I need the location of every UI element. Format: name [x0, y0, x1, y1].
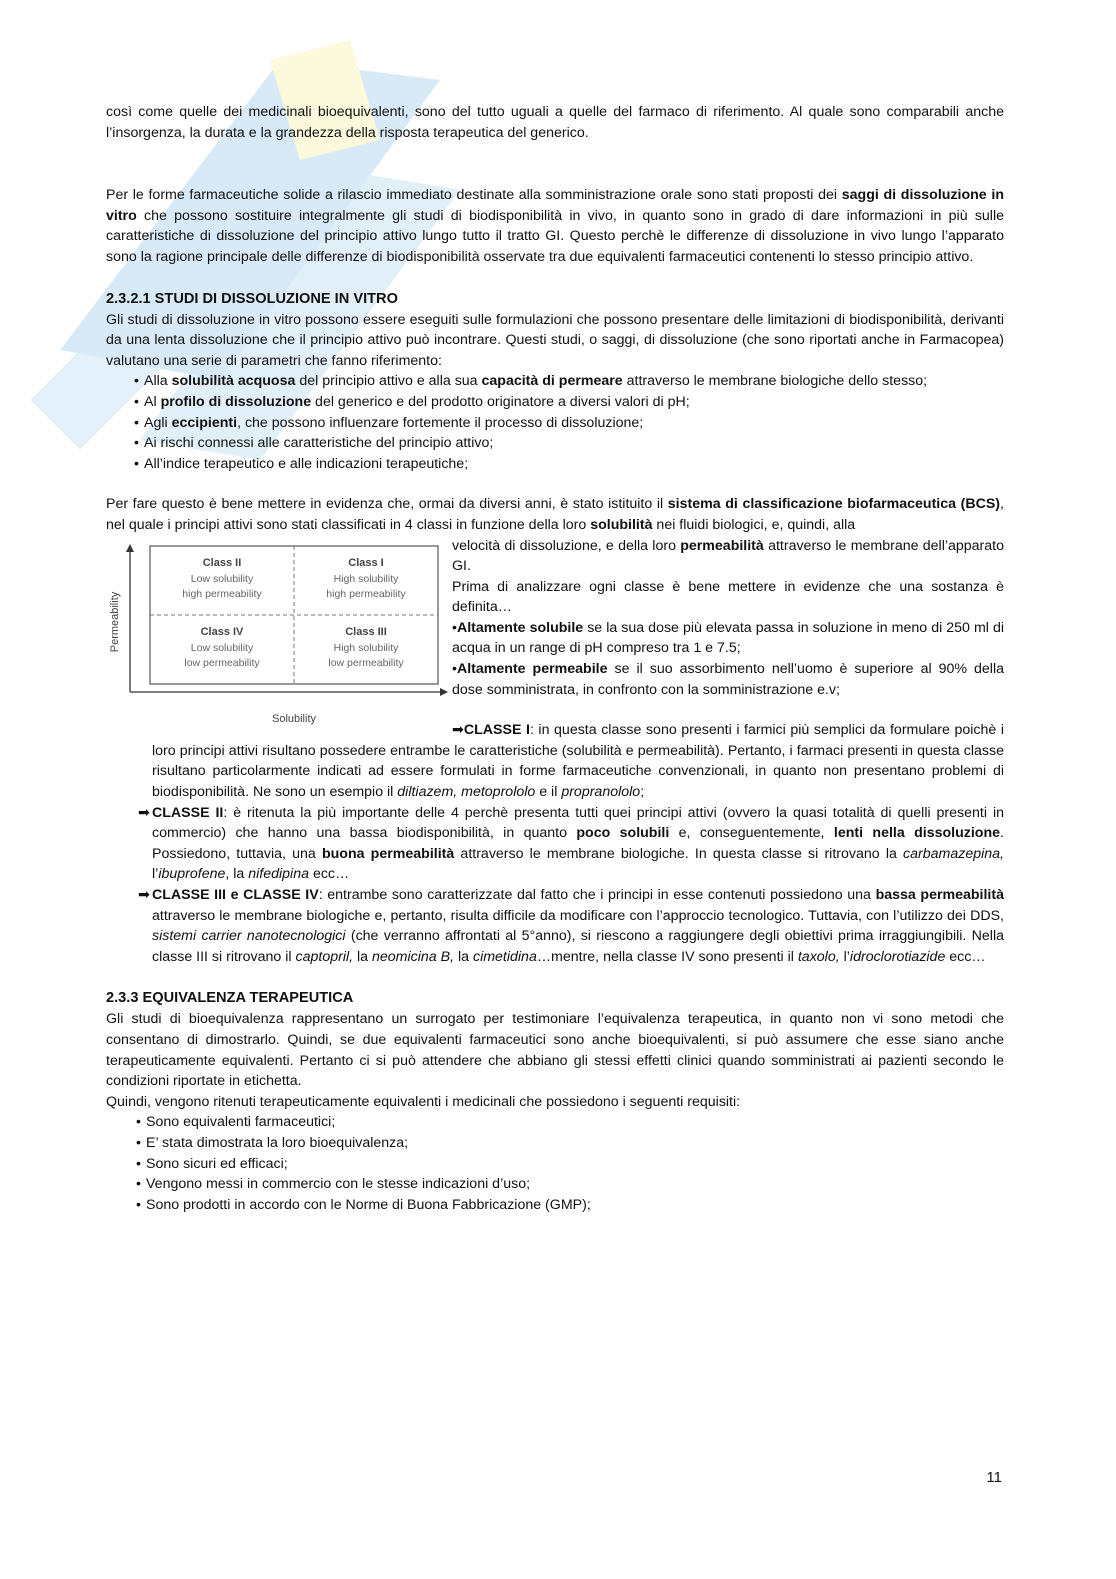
side-paragraph: •Altamente permeabile se il suo assorbimento nell’uomo è superiore al 90% della dose somministrata, in confronto con la somministrazione e.v;: [452, 661, 1004, 698]
list-item: • Ai rischi connessi alle caratteristiche del principio attivo;: [134, 433, 1004, 454]
list-item: • All’indice terapeutico e alle indicazioni terapeutiche;: [134, 454, 1004, 475]
bcs-paragraph: Per fare questo è bene mettere in evidenza che, ormai da diversi anni, è stato istituito il sistema di classificazione biofarmaceutica (BCS), nel quale i principi attivi sono stati classificati in 4 classi in funzione della loro solubilità nei fluidi biologici, e, quindi, alla: [106, 496, 1004, 533]
parameters-list: [106, 371, 1004, 474]
intro-paragraph: così come quelle dei medicinali bioequivalenti, sono del tutto uguali a quelle del farmaco di riferimento. Al quale sono comparabili anche l’insorgenza, la durata e la grandezza della risposta terapeutica del generico.: [106, 104, 1004, 141]
bcs-figure: [106, 542, 452, 728]
side-paragraph: velocità di dissoluzione, e della loro permeabilità attraverso le membrane dell’apparato GI.: [452, 537, 1005, 575]
cell-title: Class I: [348, 556, 384, 569]
section-paragraph: Gli studi di bioequivalenza rappresentano un surrogato per testimoniare l’equivalenza terapeutica, in quanto non vi sono metodi che consentano di dimostrarlo. Quindi, se due equivalenti farmaceutici sono anche bioequivalenti, si può assumere che esse siano anche terapeuticamente equivalenti. Pertanto ci si può attendere che abbiano gli stessi effetti clinici quando somministrati ai pazienti secondo le condizioni riportate in etichetta.: [106, 1011, 1004, 1090]
list-item: • Agli eccipienti, che possono influenzare fortemente il processo di dissoluzione;: [134, 413, 1004, 434]
requirements-list: [106, 1112, 1004, 1215]
x-axis-label: Solubility: [271, 712, 317, 725]
list-item: • Sono equivalenti farmaceutici;: [136, 1112, 1004, 1133]
cell-line: low permeability: [328, 656, 404, 669]
page-number: 11: [986, 1469, 1002, 1486]
section-heading-equivalence: 2.3.3 EQUIVALENZA TERAPEUTICA: [106, 990, 354, 1007]
bcs-side-text: [452, 536, 1004, 721]
cell-line: High solubility: [333, 641, 399, 654]
cell-line: High solubility: [333, 572, 399, 585]
list-item: • Alla solubilità acquosa del principio attivo e alla sua capacità di permeare attraverso le membrane biologiche dello stesso;: [134, 371, 1004, 392]
list-item: • E’ stata dimostrata la loro bioequivalenza;: [136, 1133, 1004, 1154]
list-item: • Vengono messi in commercio con le stesse indicazioni d’uso;: [136, 1174, 1004, 1195]
cell-line: high permeability: [326, 587, 406, 600]
y-axis-label: Permeability: [109, 591, 121, 652]
cell-line: Low solubility: [190, 641, 254, 654]
side-paragraph: Prima di analizzare ogni classe è bene mettere in evidenze che una sostanza è definita…: [452, 578, 1004, 616]
class-two-item: ➡ CLASSE II: è ritenuta la più importante delle 4 perchè presenta tutti quei principi attivi (ovvero la quasi totalità di quelli presenti in commercio) che hanno una bassa biodisponibilità, in quanto poco solubili e, conseguentemente, lenti nella dissoluzione. Possiedono, tuttavia, una buona permeabilità attraverso le membrane biologiche. In questa classe si ritrovano la carbamazepina, l’ibuprofene, la nifedipina ecc…: [138, 804, 1004, 883]
cell-title: Class IV: [200, 625, 244, 638]
list-item: • Sono prodotti in accordo con le Norme di Buona Fabbricazione (GMP);: [136, 1195, 1004, 1216]
intro-paragraph-dissolution: Per le forme farmaceutiche solide a rilascio immediato destinate alla somministrazione orale sono stati proposti dei saggi di dissoluzione in vitro che possono sostituire integralmente gli studi di biodisponibilità in vivo, in quanto sono in grado di dare informazioni in più sulle caratteristiche di dissoluzione del principio attivo lungo tutto il tratto GI. Questo perchè le differenze di dissoluzione in vivo lungo l’apparato sono la ragione principale delle differenze di biodisponibilità osservate tra due equivalenti farmaceutici contenenti lo stesso principio attivo.: [106, 187, 1004, 265]
cell-title: Class II: [202, 556, 242, 569]
section-heading-dissolution: 2.3.2.1 STUDI DI DISSOLUZIONE IN VITRO: [106, 290, 398, 307]
cell-line: Low solubility: [190, 572, 254, 585]
cell-line: high permeability: [182, 587, 262, 600]
class-one-item: ➡CLASSE I: in questa classe sono presenti i farmici più semplici da formulare poichè i loro principi attivi risultano possedere entrambe le caratteristiche (solubilità e permeabilità). Pertanto, i farmaci presenti in questa classe risultano particolarmente indicati ad essere formulati in forme farmaceutiche convenzionali, in quanto non presentano problemi di biodisponibilità. Ne sono un esempio il diltiazem, metoprololo e il propranololo;: [152, 722, 1004, 801]
class-three-four-item: ➡ CLASSE III e CLASSE IV: entrambe sono caratterizzate dal fatto che i principi in esse contenuti possiedono una bassa permeabilità attraverso le membrane biologiche e, pertanto, risulta difficile da modificare con l’approccio tecnologico. Tuttavia, con l’utilizzo dei DDS, sistemi carrier nanotecnologici (che verranno affrontati al 5°anno), si riescono a raggiungere degli obiettivi prima irraggiungibili. Nella classe III si ritrovano il captopril, la neomicina B, la cimetidina…mentre, nella classe IV sono presenti il taxolo, l’idroclorotiazide ecc…: [138, 887, 1004, 965]
section-paragraph: Gli studi di dissoluzione in vitro possono essere eseguiti sulle formulazioni che possono presentare delle limitazioni di biodisponibilità, derivanti da una lenta dissoluzione che il principio attivo può incontrare. Questi studi, o saggi, di dissoluzione (che sono riportati anche in Farmacopea) valutano una serie di parametri che fanno riferimento:: [106, 311, 1004, 369]
document-page: [106, 102, 1004, 1215]
side-paragraph: •Altamente solubile se la sua dose più elevata passa in soluzione in meno di 250 ml di acqua in un range di pH compreso tra 1 e 7.5;: [452, 619, 1004, 657]
list-item: • Sono sicuri ed efficaci;: [136, 1154, 1004, 1175]
section-paragraph: Quindi, vengono ritenuti terapeuticamente equivalenti i medicinali che possiedono i seguenti requisiti:: [106, 1093, 741, 1110]
cell-line: low permeability: [184, 656, 260, 669]
list-item: • Al profilo di dissoluzione del generico e del prodotto originatore a diversi valori di pH;: [134, 392, 1004, 413]
cell-title: Class III: [345, 625, 387, 638]
